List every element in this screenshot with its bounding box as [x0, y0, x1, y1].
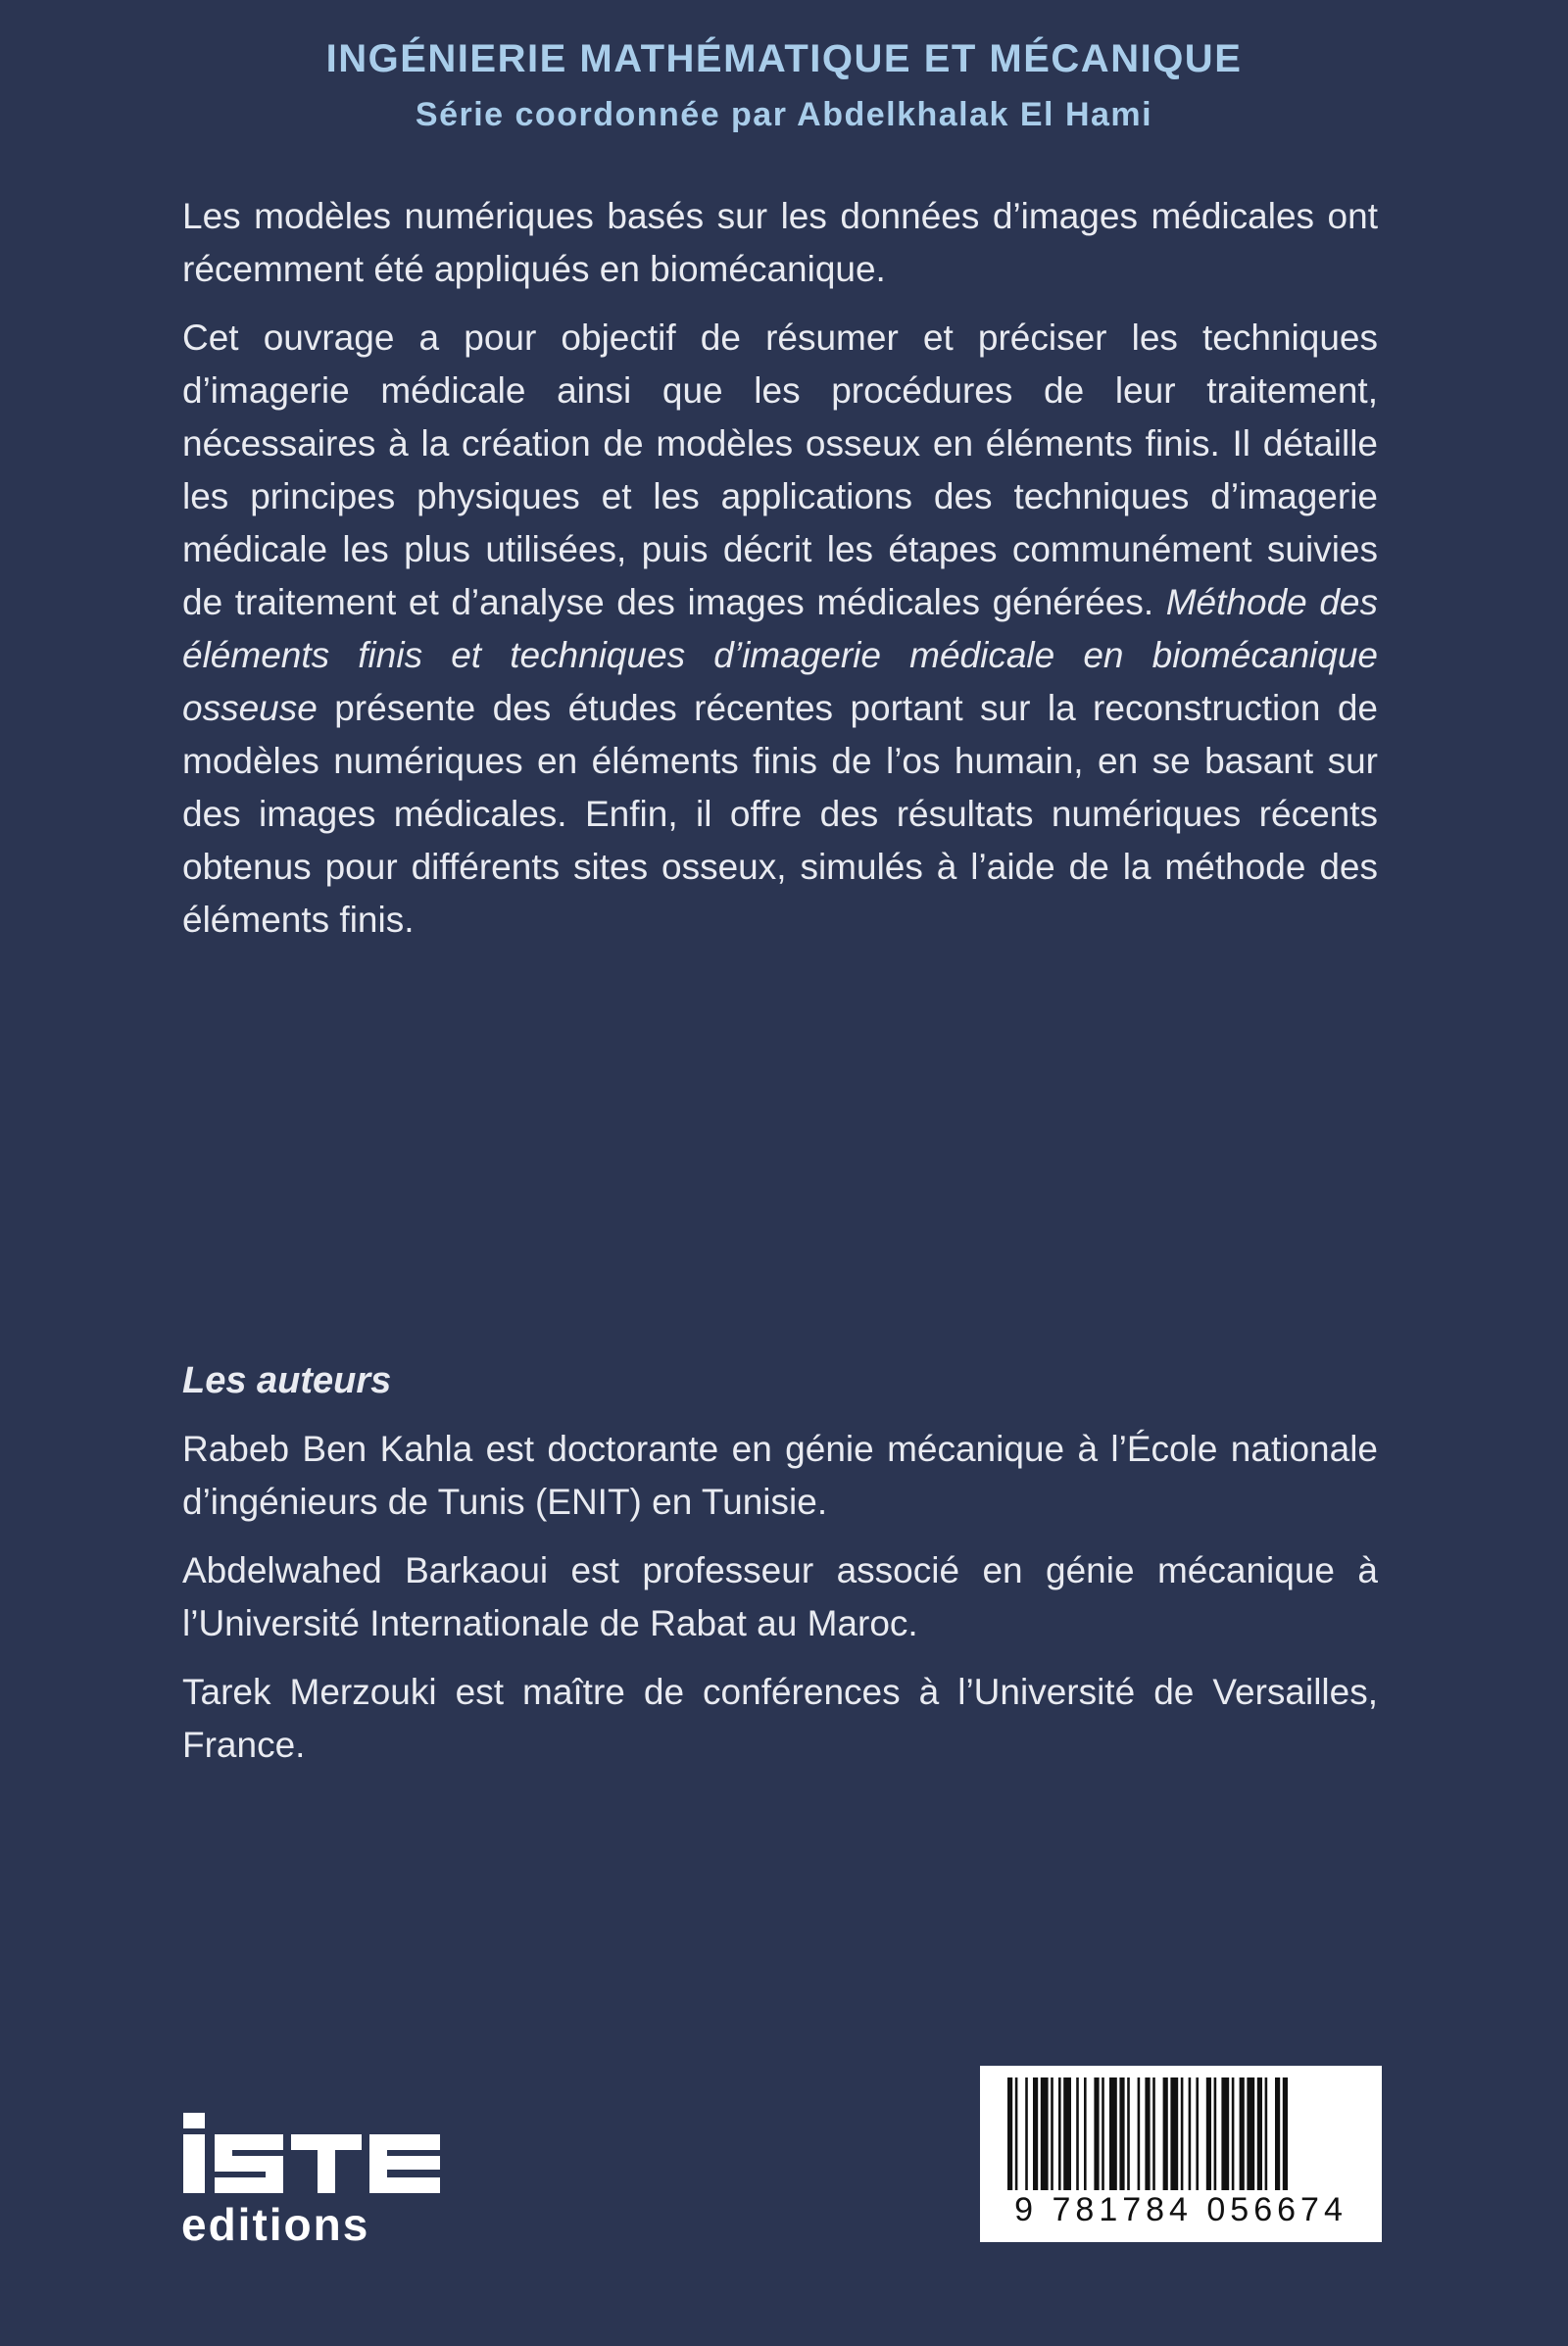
barcode-bar [1119, 2077, 1124, 2190]
barcode-bar [1257, 2077, 1262, 2190]
barcode-bar [1076, 2077, 1079, 2190]
isbn-number: 9 781784 056674 [1014, 2191, 1348, 2228]
barcode-bar [1041, 2077, 1049, 2190]
series-title: INGÉNIERIE MATHÉMATIQUE ET MÉCANIQUE [325, 37, 1243, 80]
barcode-bar [1247, 2077, 1254, 2190]
synopsis-text: Cet ouvrage a pour objectif de résumer et préciser les techniques d’imagerie médicale ainsi que les procédures de leur traitement, nécessaires à la création de modèles osseux en éléments finis. Il détaille les principes physiques et les applications des techniques d’imagerie médicale les plus utilisées, puis décrit les étapes communément suivies de traitement et d’analyse des images médicales générées. [182, 318, 1378, 622]
barcode-bar [1102, 2077, 1104, 2190]
authors-section [182, 1354, 1378, 1772]
book-title: Méthode des éléments finis et techniques d’imagerie médicale en biomécanique osseuse [182, 582, 1378, 728]
synopsis-paragraph: Les modèles numériques basés sur les données d’images médicales ont récemment été appliqués en biomécanique. [182, 196, 1378, 289]
series-coordinator: Série coordonnée par Abdelkhalak El Hami [415, 96, 1153, 133]
synopsis-paragraph [182, 312, 1378, 947]
barcode-bar [1145, 2077, 1150, 2190]
barcode-bar [1221, 2077, 1229, 2190]
barcode-bar [1058, 2077, 1061, 2190]
author-bio: Abdelwahed Barkaoui est professeur associé en génie mécanique à l’Université Internationale de Rabat au Maroc. [182, 1550, 1378, 1643]
barcode-bar [1033, 2077, 1038, 2190]
barcode-bar [1007, 2077, 1012, 2190]
barcode-bar [1063, 2077, 1071, 2190]
barcode-bar [1275, 2077, 1280, 2190]
svg-text:editions: editions [181, 2199, 370, 2250]
barcode-bar [1181, 2077, 1184, 2190]
barcode-bar [1265, 2077, 1268, 2190]
barcode-bar [1051, 2077, 1054, 2190]
barcode-bar [1109, 2077, 1117, 2190]
iste-editions-logo [181, 2105, 495, 2252]
barcode-bar [1232, 2077, 1235, 2190]
barcode-bar [1127, 2077, 1130, 2190]
barcode-bar [1189, 2077, 1192, 2190]
barcode-bar [1240, 2077, 1245, 2190]
barcode-bar [1206, 2077, 1211, 2190]
barcode-bar [1283, 2077, 1288, 2190]
synopsis-text: présente des études récentes portant sur la reconstruction de modèles numériques en éléments finis de l’os humain, en se basant sur des images médicales. Enfin, il offre des résultats numériques récents obtenus pour différents sites osseux, simulés à l’aide de la méthode des éléments finis. [182, 688, 1378, 940]
barcode-bar [1138, 2077, 1141, 2190]
barcode-bar [1152, 2077, 1155, 2190]
authors-heading: Les auteurs [182, 1360, 392, 1401]
synopsis [182, 190, 1378, 947]
barcode-bar [1170, 2077, 1178, 2190]
barcode [980, 2066, 1382, 2242]
barcode-bars [1007, 2077, 1354, 2190]
barcode-bar [1015, 2077, 1018, 2190]
barcode-bar [1094, 2077, 1099, 2190]
barcode-bar [1084, 2077, 1087, 2190]
author-bio: Rabeb Ben Kahla est doctorante en génie mécanique à l’École nationale d’ingénieurs de Tunis (ENIT) en Tunisie. [182, 1429, 1378, 1522]
author-bio: Tarek Merzouki est maître de conférences à l’Université de Versailles, France. [182, 1672, 1378, 1765]
barcode-bar [1025, 2077, 1028, 2190]
barcode-bar [1163, 2077, 1168, 2190]
barcode-bar [1196, 2077, 1199, 2190]
barcode-bar [1214, 2077, 1217, 2190]
